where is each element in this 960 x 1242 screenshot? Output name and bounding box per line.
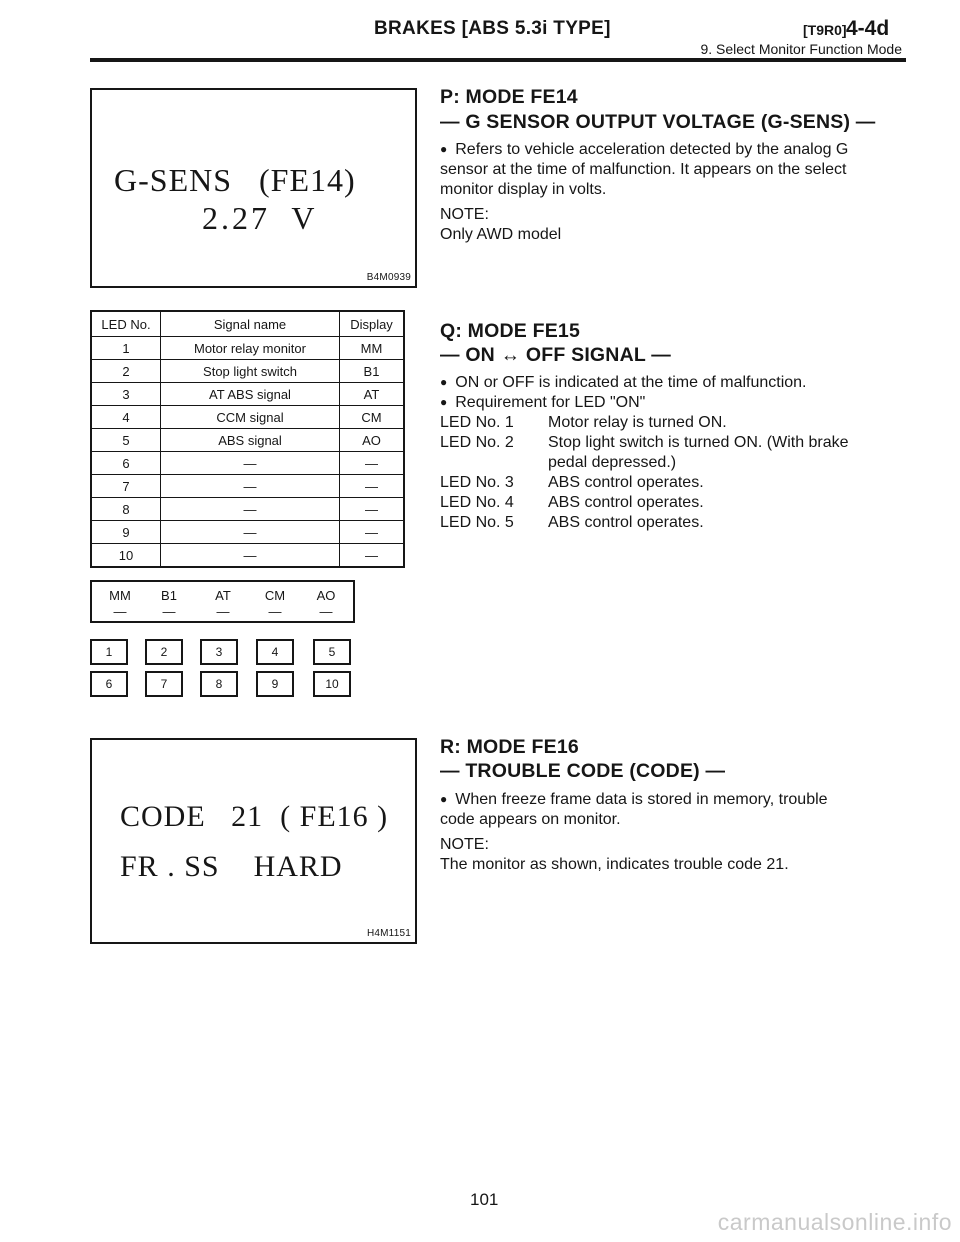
paragraph-line: code appears on monitor. xyxy=(440,811,621,828)
table-cell: 2 xyxy=(91,360,161,383)
led-box: 2 xyxy=(145,639,183,665)
led-text: pedal depressed.) xyxy=(548,454,677,471)
table-cell: — xyxy=(340,475,405,498)
led-key: LED No. 1 xyxy=(440,414,514,431)
table-cell: 1 xyxy=(91,337,161,360)
table-cell: CCM signal xyxy=(161,406,340,429)
table-cell: AO xyxy=(340,429,405,452)
monitor-line-1: G-SENS (FE14) xyxy=(114,162,356,198)
led-text: ABS control operates. xyxy=(548,494,704,511)
led-text: ABS control operates. xyxy=(548,474,704,491)
bullet-text: ● Refers to vehicle acceleration detected by the analog G xyxy=(440,140,848,161)
section-title: R: MODE FE16 xyxy=(440,736,579,758)
led-box: 5 xyxy=(313,639,351,665)
monitor-line-2: FR . SS HARD xyxy=(120,850,343,883)
indicator-value: — xyxy=(113,604,127,619)
header-rule xyxy=(90,58,906,62)
page-header-subtitle: 9. Select Monitor Function Mode xyxy=(700,41,902,57)
table-cell: CM xyxy=(340,406,405,429)
led-text: ABS control operates. xyxy=(548,514,704,531)
table-cell: B1 xyxy=(340,360,405,383)
note-label: NOTE: xyxy=(440,836,489,853)
table-cell: Motor relay monitor xyxy=(161,337,340,360)
table-cell: 8 xyxy=(91,498,161,521)
note-text: Only AWD model xyxy=(440,226,562,243)
table-row xyxy=(91,406,404,429)
table-cell: — xyxy=(340,452,405,475)
table-cell: — xyxy=(340,521,405,544)
indicator-value: — xyxy=(319,604,333,619)
indicator-value: — xyxy=(216,604,230,619)
table-row xyxy=(91,429,404,452)
monitor-line-2: 2.27 V xyxy=(202,200,318,236)
bullet-text: ● Requirement for LED "ON" xyxy=(440,393,645,414)
led-requirement-row xyxy=(440,513,704,534)
led-key: LED No. 2 xyxy=(440,434,514,451)
table-cell: — xyxy=(161,521,340,544)
led-text: Stop light switch is turned ON. (With brake xyxy=(548,434,849,451)
note-label: NOTE: xyxy=(440,206,489,223)
table-cell: — xyxy=(161,544,340,568)
table-cell: 10 xyxy=(91,544,161,568)
indicator-label: AT xyxy=(215,588,231,603)
led-box: 6 xyxy=(90,671,128,697)
section-subtitle: — ON ↔ OFF SIGNAL — xyxy=(440,344,671,366)
led-indicator-panel xyxy=(90,580,355,623)
page-header-code: [T9R0] xyxy=(803,22,847,38)
table-row xyxy=(91,337,404,360)
indicator-value: — xyxy=(268,604,282,619)
table-cell: — xyxy=(161,498,340,521)
page-header-ref: 4-4d xyxy=(846,17,890,40)
table-cell: 3 xyxy=(91,383,161,406)
section-title: P: MODE FE14 xyxy=(440,86,578,108)
table-header-cell: LED No. xyxy=(91,311,161,337)
led-key: LED No. 5 xyxy=(440,514,514,531)
monitor-display-fe14 xyxy=(90,88,417,288)
section-subtitle: — G SENSOR OUTPUT VOLTAGE (G-SENS) — xyxy=(440,111,876,133)
table-cell: ABS signal xyxy=(161,429,340,452)
table-cell: 7 xyxy=(91,475,161,498)
figure-id: B4M0939 xyxy=(366,272,411,283)
led-box: 9 xyxy=(256,671,294,697)
table-cell: 6 xyxy=(91,452,161,475)
table-row xyxy=(91,383,404,406)
table-row xyxy=(91,452,404,475)
indicator-label: CM xyxy=(264,588,286,603)
table-row xyxy=(91,360,404,383)
led-box: 1 xyxy=(90,639,128,665)
table-cell: — xyxy=(161,475,340,498)
paragraph-line: monitor display in volts. xyxy=(440,181,607,198)
figure-id: H4M1151 xyxy=(366,928,411,939)
watermark: carmanualsonline.info xyxy=(717,1209,952,1235)
table-cell: AT ABS signal xyxy=(161,383,340,406)
led-key: LED No. 4 xyxy=(440,494,514,511)
table-row xyxy=(91,544,404,568)
led-text: Motor relay is turned ON. xyxy=(548,414,727,431)
table-cell: — xyxy=(340,544,405,568)
page-number: 101 xyxy=(470,1190,499,1209)
table-header-cell: Display xyxy=(340,311,405,337)
table-cell: — xyxy=(340,498,405,521)
note-text: The monitor as shown, indicates trouble code 21. xyxy=(440,856,789,873)
led-key: LED No. 3 xyxy=(440,474,514,491)
led-requirement-row xyxy=(440,433,849,454)
led-box: 7 xyxy=(145,671,183,697)
indicator-label: B1 xyxy=(161,588,177,603)
bullet-text: ● When freeze frame data is stored in memory, trouble xyxy=(440,790,828,811)
indicator-label: MM xyxy=(109,588,131,603)
monitor-display-fe16 xyxy=(90,738,417,944)
table-row xyxy=(91,475,404,498)
table-cell: Stop light switch xyxy=(161,360,340,383)
section-title: Q: MODE FE15 xyxy=(440,320,581,342)
bullet-text: ● ON or OFF is indicated at the time of malfunction. xyxy=(440,373,807,394)
monitor-line-1: CODE 21 ( FE16 ) xyxy=(120,800,389,833)
indicator-label: AO xyxy=(316,588,336,603)
led-requirement-row xyxy=(440,473,704,494)
table-cell: 5 xyxy=(91,429,161,452)
table-row xyxy=(91,521,404,544)
paragraph-line: sensor at the time of malfunction. It appears on the select xyxy=(440,161,847,178)
led-box: 10 xyxy=(313,671,351,697)
led-box: 8 xyxy=(200,671,238,697)
table-cell: — xyxy=(161,452,340,475)
table-header-row xyxy=(91,311,404,337)
table-cell: 4 xyxy=(91,406,161,429)
table-cell: MM xyxy=(340,337,405,360)
table-cell: AT xyxy=(340,383,405,406)
table-cell: 9 xyxy=(91,521,161,544)
led-signal-table xyxy=(90,310,405,568)
led-requirement-row xyxy=(440,413,727,434)
led-box: 3 xyxy=(200,639,238,665)
indicator-value: — xyxy=(162,604,176,619)
page-header-title: BRAKES [ABS 5.3i TYPE] xyxy=(374,18,611,39)
table-header-cell: Signal name xyxy=(161,311,340,337)
section-subtitle: — TROUBLE CODE (CODE) — xyxy=(440,760,726,782)
table-row xyxy=(91,498,404,521)
led-requirement-row xyxy=(440,453,676,474)
led-requirement-row xyxy=(440,493,704,514)
led-box: 4 xyxy=(256,639,294,665)
